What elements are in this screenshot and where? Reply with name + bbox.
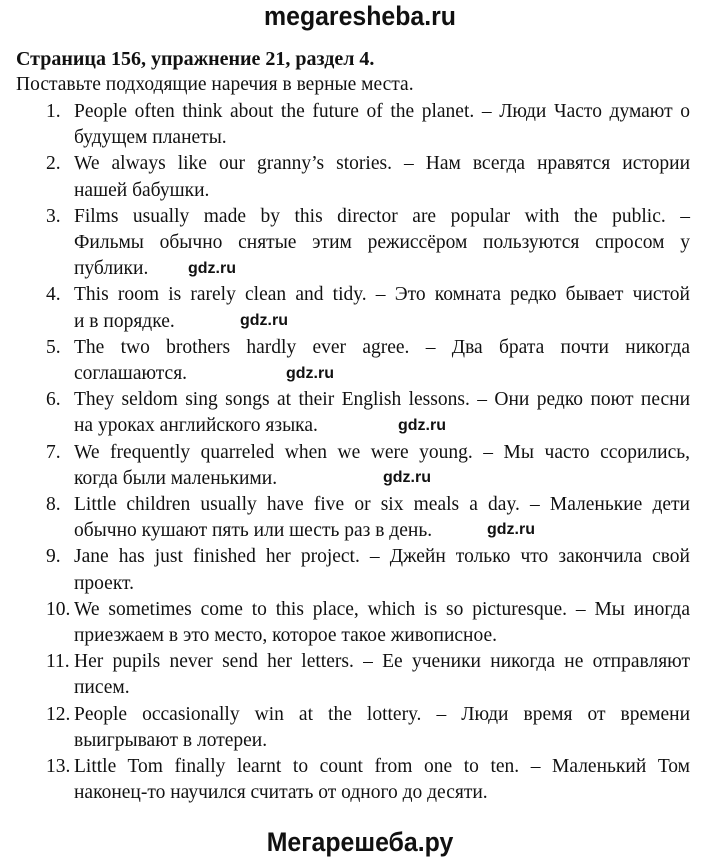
item-number: 4.	[46, 284, 61, 306]
exercise-heading: Страница 156, упражнение 21, раздел 4.	[16, 48, 375, 70]
item-text-line: проект.	[74, 572, 134, 594]
watermark: gdz.ru	[240, 312, 288, 329]
item-number: 11.	[46, 651, 70, 673]
item-text-line: Фильмы обычно снятые этим режиссёром пользуются спросом у	[74, 232, 690, 254]
list-item	[0, 99, 720, 151]
list-item	[0, 597, 720, 649]
list-item	[0, 282, 720, 334]
item-text-line: Films usually made by this director are popular with the public. –	[74, 205, 690, 227]
watermark: gdz.ru	[286, 365, 334, 382]
item-number: 13.	[46, 756, 71, 778]
item-text-line: писем.	[74, 677, 130, 699]
item-number: 2.	[46, 153, 61, 175]
item-text-line: People often think about the future of the planet. – Люди Часто думают о	[74, 101, 690, 122]
watermark: gdz.ru	[383, 469, 431, 486]
list-item	[0, 649, 720, 701]
item-number: 8.	[46, 494, 61, 516]
watermark: gdz.ru	[487, 521, 535, 538]
list-item	[0, 440, 720, 492]
item-text-line: публики.	[74, 258, 149, 280]
item-number: 3.	[46, 205, 61, 227]
item-text-line: They seldom sing songs at their English lessons. – Они редко поют песни	[74, 389, 690, 411]
item-text-line: We always like our granny’s stories. – Нам всегда нравятся истории	[74, 153, 690, 175]
item-text-line: будущем планеты.	[74, 127, 227, 149]
item-text-line: и в порядке.	[74, 310, 175, 332]
item-number: 10.	[46, 598, 71, 620]
item-text-line: соглашаются.	[74, 363, 188, 385]
item-number: 7.	[46, 441, 61, 463]
list-item	[0, 702, 720, 754]
item-number: 6.	[46, 389, 61, 411]
item-text-line: нашей бабушки.	[74, 179, 210, 201]
list-item	[0, 544, 720, 596]
item-number: 9.	[46, 546, 61, 568]
list-item	[0, 204, 720, 283]
item-text-line: Little children usually have five or six meals a day. – Маленькие дети	[74, 494, 690, 516]
list-item	[0, 492, 720, 544]
list-item	[0, 754, 720, 806]
watermark: gdz.ru	[398, 417, 446, 434]
list-item	[0, 151, 720, 203]
item-number: 12.	[46, 703, 71, 725]
item-text-line: We sometimes come to this place, which is so picturesque. – Мы иногда	[74, 598, 690, 620]
item-text-line: The two brothers hardly ever agree. – Два брата почти никогда	[74, 336, 690, 358]
item-text-line: выигрывают в лотереи.	[74, 729, 268, 751]
item-number: 1.	[46, 101, 61, 122]
item-text-line: Little Tom finally learnt to count from one to ten. – Маленький Том	[74, 756, 690, 778]
item-number: 5.	[46, 336, 61, 358]
item-text-line: обычно кушают пять или шесть раз в день.	[74, 520, 433, 542]
item-text-line: наконец-то научился считать от одного до десяти.	[74, 782, 488, 804]
list-item	[0, 335, 720, 387]
item-text-line: приезжаем в это место, которое такое живописное.	[74, 625, 497, 647]
answer-list	[0, 99, 720, 806]
item-text-line: на уроках английского языка.	[74, 415, 318, 437]
item-text-line: когда были маленькими.	[74, 467, 278, 489]
exercise-instruction: Поставьте подходящие наречия в верные места.	[16, 74, 414, 95]
item-text-line: Jane has just finished her project. – Джейн только что закончила свой	[74, 546, 690, 568]
item-text-line: Her pupils never send her letters. – Ее ученики никогда не отправляют	[74, 651, 690, 673]
watermark: gdz.ru	[188, 260, 236, 277]
site-footer: Мегарешеба.ру	[266, 827, 454, 857]
item-text-line: This room is rarely clean and tidy. – Это комната редко бывает чистой	[74, 284, 690, 306]
item-text-line: People occasionally win at the lottery. – Люди время от времени	[74, 703, 690, 725]
list-item	[0, 387, 720, 439]
site-header: megaresheba.ru	[264, 1, 456, 31]
item-text-line: We frequently quarreled when we were young. – Мы часто ссорились,	[74, 441, 690, 463]
